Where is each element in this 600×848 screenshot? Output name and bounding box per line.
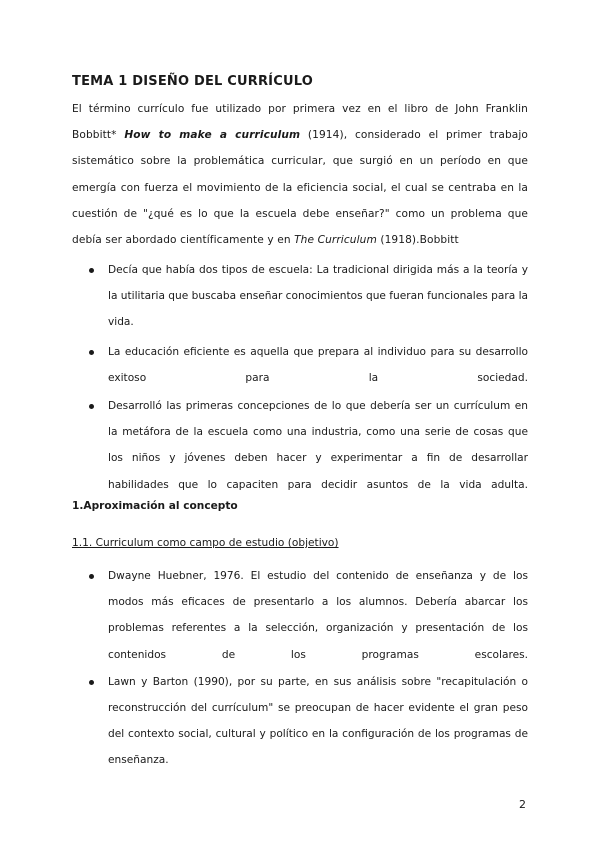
list-item-text: La educación eficiente es aquella que prepara al individuo para su desarrollo exitoso para la sociedad. [108,345,528,384]
intro-text: debía ser abordado científicamente y en [72,234,291,247]
book-title: How to make a curriculum [124,129,301,142]
list-item-text: Lawn y Barton (1990), por su parte, en sus análisis sobre "recapitulación o reconstrucción del currículum" se preocupan de hacer evidente el gran peso del contexto social, cultural y político en la configuración de los programas de enseñanza. [108,675,528,767]
intro-line [72,122,528,148]
curriculum-bullet-list [72,563,528,774]
page-number: 2 [519,798,526,811]
bullet-icon [89,574,94,579]
author-ref: Bobbitt* [72,129,117,142]
list-item [72,563,528,668]
list-item-text: Dwayne Huebner, 1976. El estudio del contenido de enseñanza y de los modos más eficaces de presentarlo a los alumnos. Debería abarcar los problemas referentes a la selección, organización y presentación de los contenidos de los programas escolares. [108,570,528,661]
intro-line: sistemático sobre la problemática curricular, que surgió en un período en que [72,155,528,168]
intro-line: emergía con fuerza el movimiento de la eficiencia social, el cual se centraba en la [72,181,528,194]
bobbitt-bullet-list [72,257,528,498]
list-item [72,257,528,336]
bullet-icon [89,404,94,409]
list-item-text: Desarrolló las primeras concepciones de lo que debería ser un currículum en la metáfora de la escuela como una industria, como una serie de cosas que los niños y jóvenes deben hacer y experimentar a fin de desarrollar habilidades que lo capaciten para decidir asuntos de la vida adulta. [108,400,528,491]
intro-line [72,227,528,253]
bullet-icon [89,350,94,355]
list-item-text: Decía que había dos tipos de escuela: La tradicional dirigida más a la teoría y la utilitaria que buscaba enseñar conocimientos que fueran funcionales para la vida. [108,264,529,329]
bullet-icon [89,680,94,685]
list-item [72,669,528,774]
bullet-icon [89,268,94,273]
page-title: TEMA 1 DISEÑO DEL CURRÍCULO [72,74,313,89]
intro-line: El término currículo fue utilizado por primera vez en el libro de John Franklin [72,103,528,115]
intro-paragraph [72,96,528,253]
subsection-heading: 1.1. Curriculum como campo de estudio (objetivo) [72,537,339,549]
intro-text: (1914), considerado el primer trabajo [307,129,528,142]
section-heading: 1.Aproximación al concepto [72,500,238,512]
intro-text: (1918).Bobbitt [380,234,459,247]
list-item [72,339,528,391]
intro-line: cuestión de "¿qué es lo que la escuela debe enseñar?" como un problema que [72,207,528,220]
book-title: The Curriculum [294,234,377,247]
list-item [72,393,528,498]
